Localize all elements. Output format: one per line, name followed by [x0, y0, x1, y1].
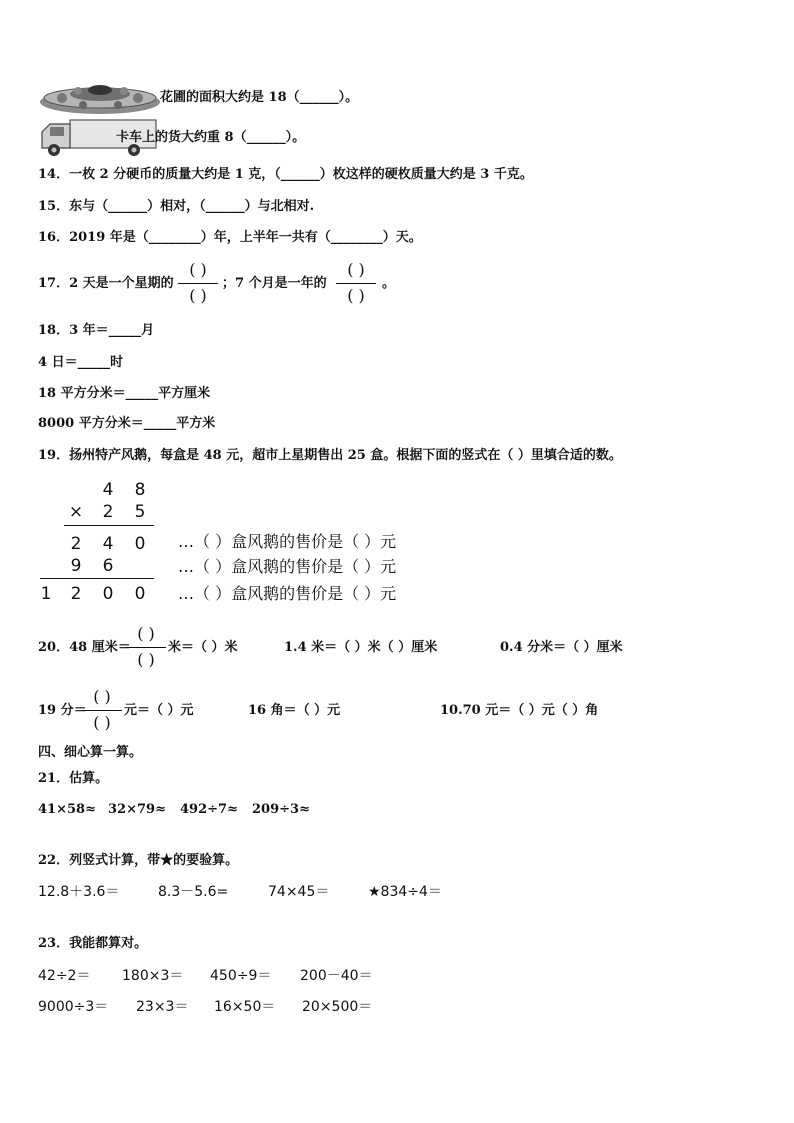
- question-22-title: 22．列竖式计算，带★的要验算。: [38, 853, 239, 868]
- question-20-b1: 19 分＝: [38, 703, 87, 718]
- question-17-mid: ；7 个月是一年的: [222, 276, 327, 291]
- estimate-item: 32×79≈: [108, 802, 166, 817]
- question-18-line: 4 日＝_____时: [38, 355, 124, 370]
- fraction-bar: [82, 710, 122, 711]
- fraction-numerator: ( ): [347, 260, 365, 279]
- question-20-b3: 16 角＝（ ）元: [248, 703, 341, 718]
- question-20-b2: 元＝（ ）元: [124, 703, 194, 718]
- calc-note: …（ ）盒风鹅的售价是（ ）元: [178, 584, 397, 603]
- mental-calc-item: 16×50＝: [214, 999, 276, 1015]
- question-18-line: 18．3 年＝_____月: [38, 323, 155, 338]
- fraction-denominator: ( ): [347, 286, 365, 305]
- calc-digit: 4: [102, 480, 114, 500]
- question-20-b4: 10.70 元＝（ ）元（ ）角: [440, 703, 599, 718]
- mental-calc-item: 42÷2＝: [38, 968, 91, 984]
- truck-question: 卡车上的货大约重 8（______）。: [116, 130, 306, 145]
- calc-note: …（ ）盒风鹅的售价是（ ）元: [178, 557, 397, 576]
- vertical-calc-item: ★834÷4＝: [368, 884, 442, 900]
- mental-calc-item: 9000÷3＝: [38, 999, 109, 1015]
- fraction-blank: [176, 259, 220, 309]
- fraction-numerator: ( ): [137, 624, 155, 643]
- fraction-blank: [334, 259, 378, 309]
- calc-note: …（ ）盒风鹅的售价是（ ）元: [178, 532, 397, 551]
- question-18-line: 8000 平方分米＝_____平方米: [38, 416, 216, 431]
- question-17-part1: 17．2 天是一个星期的: [38, 276, 174, 291]
- fraction-bar: [126, 647, 166, 648]
- question-20-a1: 20．48 厘米＝: [38, 640, 131, 655]
- fraction-bar: [178, 283, 218, 284]
- section-heading: 四、细心算一算。: [38, 745, 143, 760]
- fraction-denominator: ( ): [93, 713, 111, 732]
- question-17-end: 。: [382, 276, 396, 291]
- estimate-item: 41×58≈: [38, 802, 96, 817]
- question-21-title: 21．估算。: [38, 771, 109, 786]
- question-14: 14．一枚 2 分硬币的质量大约是 1 克，（______）枚这样的硬枚质量大约是 3 千克。: [38, 167, 533, 182]
- garden-question: 花圃的面积大约是 18（______）。: [160, 90, 359, 105]
- question-18-line: 18 平方分米＝_____平方厘米: [38, 386, 211, 401]
- mental-calc-item: 450÷9＝: [210, 968, 272, 984]
- mental-calc-item: 200－40＝: [300, 968, 373, 984]
- flower-garden-image: [38, 76, 162, 116]
- question-20-a2: 米＝（ ）米: [168, 640, 238, 655]
- fraction-denominator: ( ): [189, 286, 207, 305]
- fraction-denominator: ( ): [137, 650, 155, 669]
- calc-digit: 9: [70, 556, 82, 576]
- question-15: 15．东与（______）相对，（______）与北相对.: [38, 199, 315, 214]
- question-23-title: 23．我能都算对。: [38, 936, 148, 951]
- calc-digit: 4: [102, 534, 114, 554]
- calc-digit: 0: [134, 584, 146, 604]
- question-20-a3: 1.4 米＝（ ）米（ ）厘米: [284, 640, 438, 655]
- calc-digit: 2: [70, 584, 82, 604]
- calc-rule: [64, 525, 154, 526]
- estimate-item: 492÷7≈: [180, 802, 238, 817]
- calc-digit: 8: [134, 480, 146, 500]
- mental-calc-item: 20×500＝: [302, 999, 373, 1015]
- fraction-bar: [336, 283, 376, 284]
- estimate-item: 209÷3≈: [252, 802, 310, 817]
- question-19: 19．扬州特产风鹅，每盒是 48 元，超市上星期售出 25 盒。根据下面的竖式在（ ）里填合适的数。: [38, 448, 622, 463]
- calc-digit: 0: [102, 584, 114, 604]
- fraction-numerator: ( ): [189, 260, 207, 279]
- fraction-blank: [80, 686, 124, 736]
- calc-digit: 1: [40, 584, 52, 604]
- fraction-numerator: ( ): [93, 687, 111, 706]
- multiply-sign: ×: [68, 502, 84, 522]
- vertical-calc-item: 12.8＋3.6＝: [38, 884, 120, 900]
- vertical-calc-item: 74×45＝: [268, 884, 330, 900]
- question-20-a4: 0.4 分米＝（ ）厘米: [500, 640, 623, 655]
- calc-rule: [40, 578, 154, 579]
- question-16: 16．2019 年是（________）年，上半年一共有（________）天。: [38, 230, 422, 245]
- calc-digit: 6: [102, 556, 114, 576]
- vertical-calc-item: 8.3－5.6=: [158, 884, 229, 900]
- calc-digit: 0: [134, 534, 146, 554]
- fraction-blank: [124, 623, 168, 673]
- calc-digit: 2: [102, 502, 114, 522]
- mental-calc-item: 180×3＝: [122, 968, 184, 984]
- calc-digit: 2: [70, 534, 82, 554]
- mental-calc-item: 23×3＝: [136, 999, 189, 1015]
- calc-digit: 5: [134, 502, 146, 522]
